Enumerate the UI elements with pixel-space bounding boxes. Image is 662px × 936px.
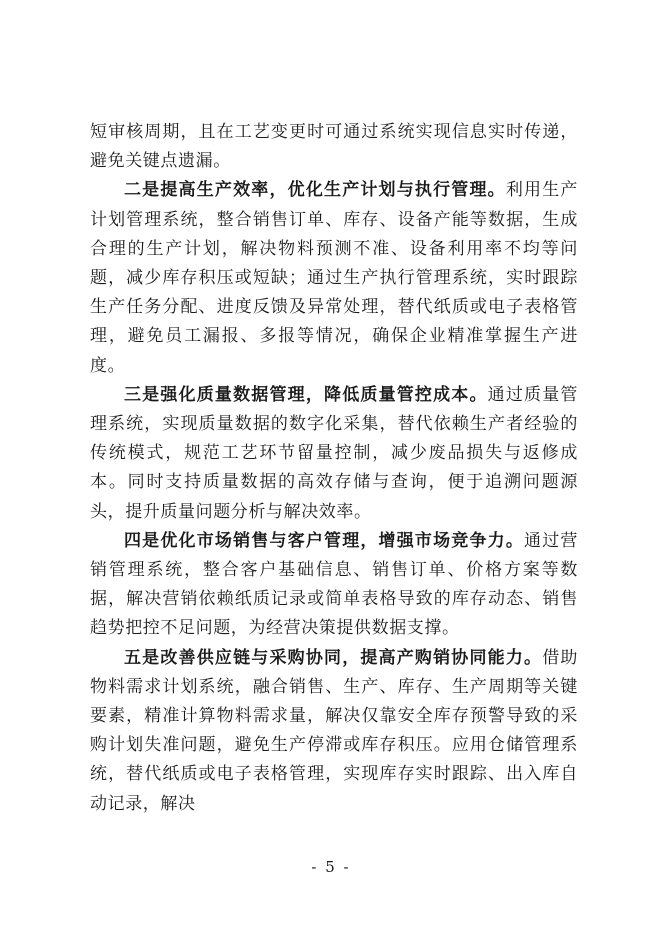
paragraph-continuation — [90, 118, 578, 176]
paragraph-marketing-sales — [90, 527, 578, 644]
paragraph-text: 借助物料需求计划系统，融合销售、生产、库存、生产周期等关键要素，精准计算物料需求量，解决仅靠安全库存预警导致的采购计划失准问题，避免生产停滞或库存积压。应用仓储管理系统，替代纸质或电子表格管理，实现库存实时跟踪、出入库自动记录，解决 — [90, 647, 578, 814]
paragraph-heading: 三是强化质量数据管理，降低质量管控成本。 — [124, 384, 488, 405]
paragraph-quality-data — [90, 381, 578, 527]
paragraph-supply-chain — [90, 644, 578, 819]
paragraph-heading: 二是提高生产效率，优化生产计划与执行管理。 — [124, 180, 506, 201]
paragraph-heading: 四是优化市场销售与客户管理，增强市场竞争力。 — [124, 530, 525, 551]
document-body — [90, 118, 578, 819]
page-number: - 5 - — [311, 858, 351, 876]
paragraph-heading: 五是改善供应链与采购协同，提高产购销协同能力。 — [124, 647, 543, 668]
paragraph-production-efficiency — [90, 176, 578, 380]
paragraph-text: 利用生产计划管理系统，整合销售订单、库存、设备产能等数据，生成合理的生产计划，解决物料预测不准、设备利用率不均等问题，减少库存积压或短缺；通过生产执行管理系统，实时跟踪生产任务分配、进度反馈及异常处理，替代纸质或电子表格管理，避免员工漏报、多报等情况，确保企业精准掌握生产进度。 — [90, 180, 578, 376]
paragraph-text: 通过营销管理系统，整合客户基础信息、销售订单、价格方案等数据，解决营销依赖纸质记录或简单表格导致的库存动态、销售趋势把控不足问题，为经营决策提供数据支撑。 — [90, 530, 578, 639]
paragraph-text: 短审核周期，且在工艺变更时可通过系统实现信息实时传递，避免关键点遗漏。 — [90, 122, 578, 172]
paragraph-text: 通过质量管理系统，实现质量数据的数字化采集，替代依赖生产者经验的传统模式，规范工艺环节留量控制，减少废品损失与返修成本。同时支持质量数据的高效存储与查询，便于追溯问题源头，提升质量问题分析与解决效率。 — [90, 384, 579, 522]
